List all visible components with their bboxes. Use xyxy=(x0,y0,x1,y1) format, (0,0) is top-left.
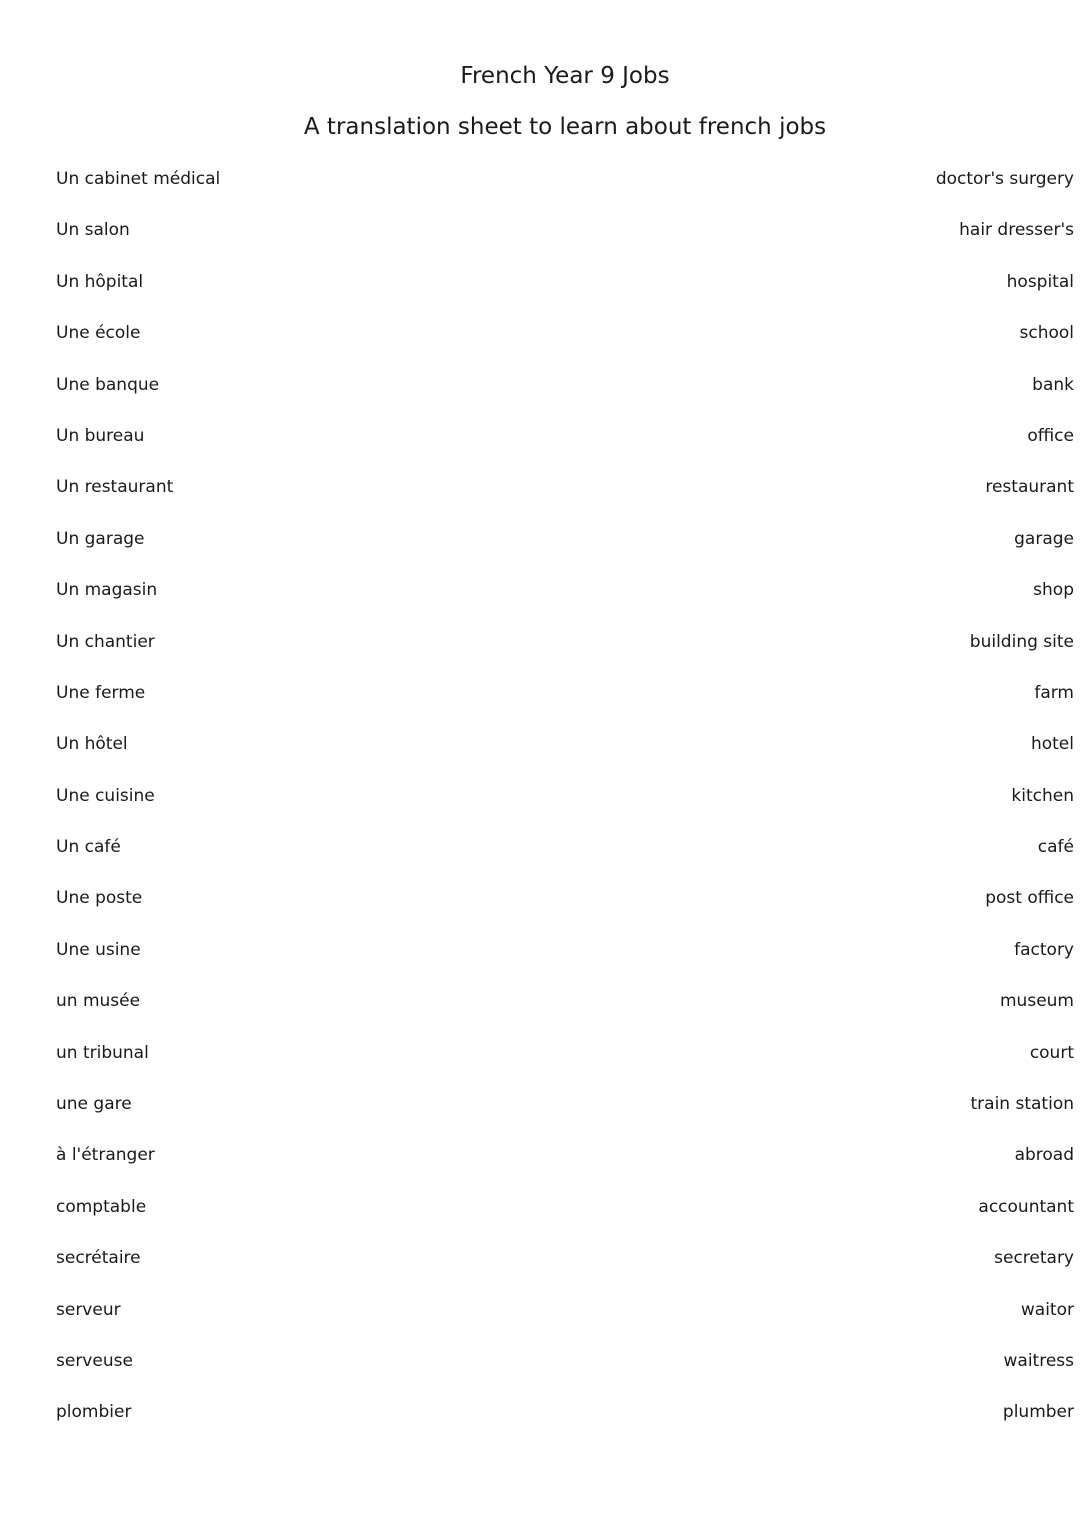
english-translation: hospital xyxy=(1006,271,1074,292)
vocab-row xyxy=(56,989,1074,1040)
french-term: Un bureau xyxy=(56,425,145,446)
vocab-row xyxy=(56,321,1074,372)
vocab-row xyxy=(56,1246,1074,1297)
vocab-row xyxy=(56,578,1074,629)
french-term: à l'étranger xyxy=(56,1145,155,1166)
french-term: Un garage xyxy=(56,528,145,549)
french-term: Une usine xyxy=(56,939,141,960)
vocab-row xyxy=(56,1195,1074,1246)
vocab-row xyxy=(56,373,1074,424)
vocab-row xyxy=(56,886,1074,937)
english-translation: bank xyxy=(1032,374,1074,395)
vocab-row xyxy=(56,681,1074,732)
english-translation: office xyxy=(1027,425,1074,446)
english-translation: hair dresser's xyxy=(959,220,1074,241)
french-term: Un chantier xyxy=(56,631,155,652)
english-translation: hotel xyxy=(1030,734,1074,755)
french-term: Un magasin xyxy=(56,580,158,601)
vocab-row xyxy=(56,630,1074,681)
french-term: Une poste xyxy=(56,888,143,909)
vocab-row xyxy=(56,1400,1074,1451)
document-subtitle: A translation sheet to learn about french jobs xyxy=(303,114,827,140)
english-translation: garage xyxy=(1014,528,1074,549)
english-translation: shop xyxy=(1033,580,1074,601)
french-term: Une cuisine xyxy=(56,785,155,806)
vocab-row xyxy=(56,218,1074,269)
english-translation: building site xyxy=(969,631,1074,652)
english-translation: museum xyxy=(1000,991,1074,1012)
french-term: Une ferme xyxy=(56,682,146,703)
french-term: Un salon xyxy=(56,220,130,241)
french-term: Une banque xyxy=(56,374,160,395)
vocab-row xyxy=(56,1349,1074,1400)
vocabulary-list xyxy=(56,167,1074,1452)
french-term: serveuse xyxy=(56,1350,133,1371)
french-term: Un cabinet médical xyxy=(56,169,221,189)
french-term: Un hôpital xyxy=(56,271,144,292)
vocab-row xyxy=(56,424,1074,475)
vocab-row xyxy=(56,1092,1074,1143)
vocab-row xyxy=(56,784,1074,835)
english-translation: school xyxy=(1019,323,1074,344)
vocab-row xyxy=(56,270,1074,321)
english-translation: café xyxy=(1037,837,1074,858)
vocab-row xyxy=(56,475,1074,526)
vocab-row xyxy=(56,1298,1074,1349)
vocab-row xyxy=(56,938,1074,989)
french-term: Un hôtel xyxy=(56,734,128,755)
french-term: secrétaire xyxy=(56,1248,141,1269)
french-term: plombier xyxy=(56,1402,132,1423)
french-term: une gare xyxy=(56,1094,132,1115)
english-translation: post office xyxy=(985,888,1074,909)
english-translation: waitress xyxy=(1003,1350,1074,1371)
english-translation: doctor's surgery xyxy=(935,169,1074,189)
english-translation: waitor xyxy=(1020,1299,1074,1320)
english-translation: secretary xyxy=(994,1248,1074,1269)
english-translation: farm xyxy=(1034,682,1074,703)
french-term: Une école xyxy=(56,323,141,344)
english-translation: train station xyxy=(970,1094,1074,1115)
english-translation: factory xyxy=(1014,939,1074,960)
french-term: un tribunal xyxy=(56,1042,149,1063)
french-term: serveur xyxy=(56,1299,121,1320)
vocab-row xyxy=(56,835,1074,886)
document-title: French Year 9 Jobs xyxy=(460,63,670,89)
vocab-row xyxy=(56,732,1074,783)
vocab-row xyxy=(56,1143,1074,1194)
english-translation: plumber xyxy=(1002,1402,1074,1423)
english-translation: kitchen xyxy=(1011,785,1074,806)
french-term: Un café xyxy=(56,837,121,858)
english-translation: accountant xyxy=(978,1196,1074,1217)
english-translation: abroad xyxy=(1014,1145,1074,1166)
vocab-row xyxy=(56,527,1074,578)
english-translation: restaurant xyxy=(985,477,1074,498)
english-translation: court xyxy=(1029,1042,1074,1063)
vocab-row xyxy=(56,1041,1074,1092)
french-term: comptable xyxy=(56,1196,147,1217)
french-term: Un restaurant xyxy=(56,477,174,498)
vocab-row xyxy=(56,167,1074,218)
french-term: un musée xyxy=(56,991,141,1012)
